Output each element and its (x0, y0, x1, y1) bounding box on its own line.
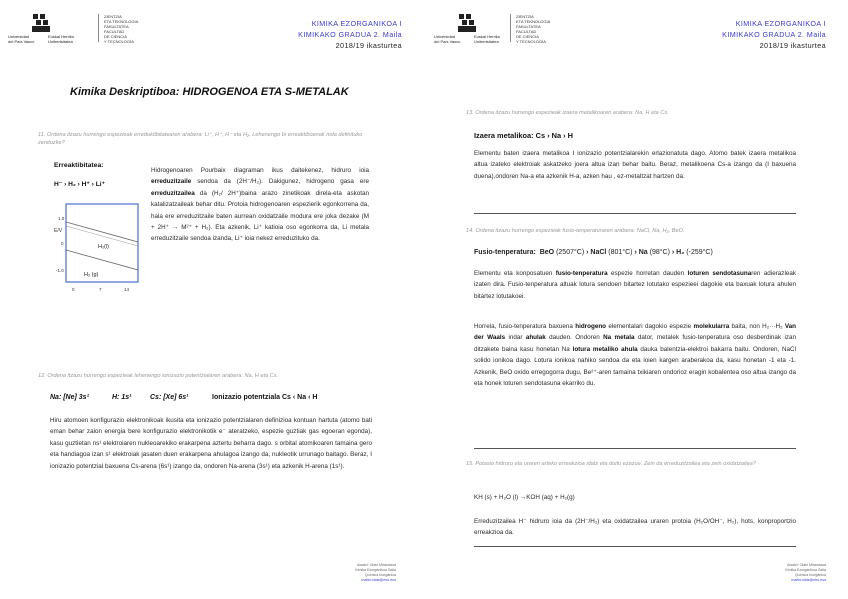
y-axis-label: E/V (54, 228, 63, 234)
right-footer: Aisatzi: Olatz Mirandaua Kimika Ezorganikoa Saila Química Inorgánica mailto:olatz@ehu.eus (785, 563, 826, 582)
y-tick-bottom: -1.0 (56, 268, 64, 273)
config-cs: Cs: [Xe] 6s¹ (150, 394, 189, 401)
x-tick-7: 7 (99, 287, 102, 292)
config-h: H: 1s¹ (112, 394, 132, 401)
question-14: 14. Ordena itzazu hurrengo espezieak fusio-tenperaturaren arabera: NaCl, Na, H₂, BeO. (466, 228, 685, 234)
course-year: 2018/19 ikasturtea (759, 41, 826, 50)
faculty-name: ZIENTZIA ETA TEKNOLOGIA FAKULTATEA FACULTAD DE CIENCIA Y TECNOLOGÍA (516, 14, 551, 44)
university-name: Universidad del País Vasco (8, 34, 35, 44)
course-grade: KIMIKAKO GRADUA 2. Maila (298, 30, 402, 39)
answer-12-text: Hiru atomoen konfigurazio elektronikoak ikusita eta ionizazio potentzialaren definizioa kontuan hartuta (atomo bati eman behar zaion energia bere konfigurazio elektronikotik e⁻ ateratzeko, espezie guztiak gas egoeran egonda), kasu guztietan ns¹ elektroiaren nukleoarekiko erakarpena aztertu beharra dago. s orbital atomikoaren tamaina gero eta handiagoa izan s¹ elektroiak jasaten duen erakarpena ahulagoa izango da, nukleotik urrunago baitago. Beraz, I ionizazio potentzial baxuena Cs-arena (6s¹) izango da, ondoren Na-arena (3s¹) eta azkenik H-arena (1s¹). (50, 417, 372, 470)
answer-15-text: Erreduzitzailea H⁻ hidruro ioia da (2H⁻/H₂) eta oxidatzailea uraren protoia (H₂O/OH⁻, H₂), hots, konproportzio erreakzioa da. (474, 518, 796, 537)
y-tick-mid: 0 (61, 241, 64, 246)
university-name: Universidad del País Vasco (434, 34, 461, 44)
course-header (722, 18, 826, 51)
x-tick-14: 14 (124, 287, 130, 292)
reaction-equation: KH (s) + H₂O (l) →KOH (aq) + H₂(g) (474, 494, 575, 501)
page-title: Kimika Deskriptiboa: HIDROGENOA ETA S-METALAK (70, 86, 349, 98)
metallic-character-order: Izaera metalikoa: Cs › Na › H (474, 131, 573, 140)
reactivity-label: Erreaktibitatea: (54, 162, 104, 169)
header-divider (98, 14, 99, 42)
species-label-bottom: H₂ (g) (84, 272, 99, 278)
university-name-eu: Euskal Herriko Unibertsitatea (48, 34, 75, 44)
fusion-temperature-order: Fusio-tenperatura: BeO (2507°C) › NaCl (801°C) › Na (98°C) › H₂ (-259°C) (474, 249, 713, 256)
left-footer: Aisatzi: Olatz Mirandaua Kimika Ezorganikoa Saila Química Inorgánica mailto:olatz@ehu.eus (355, 563, 396, 582)
y-tick-top: 1.0 (58, 216, 65, 221)
course-title: KIMIKA EZORGANIKOA I (311, 19, 402, 28)
section-divider (474, 213, 796, 214)
question-12: 12. Ordena itzazu hurrengo espezieak lehenengo ionizazio potentzialaren arabera: Na, H eta Cs. (38, 373, 279, 379)
course-header (298, 18, 402, 51)
course-title: KIMIKA EZORGANIKOA I (735, 19, 826, 28)
section-divider (474, 546, 796, 547)
answer-13-text: Elementu baten izaera metalikoa I ionizazio potentzialarekin erlazionatuta dago. Atomo batek izaera metalikoa altua izateko elektroiak askatzeko joera altua izan behar baitu. Beraz, metalikoena Cs-a izango da (I baxuena duena),ondoren Na-a eta azkenik H-a, azken hau , ez-metaltzat hartzen da. (474, 150, 796, 180)
answer-11-text: Hidrogenoaren Pourbaix diagraman ikus daitekenez, hidruro ioia erreduzitzaile sendoa da (2H⁻/H₂). Dakigunez, hidrogeno gasa ere erreduzitzailea da (H₂/ 2H⁺)baina arazo zinetikoak direla-eta askotan katalizatzaileak behar ditu. Protoia hidrogenoaren espezierik egonkorrena da, hala ere erreduzitzaile baten aurrean oxidatzaile modura ere joka dezake (M + 2H⁺ → M²⁺ + H₂). Eta azkenik, Li⁺ katioia oso egonkorra da, Li metala erreduzitzaile sendoa izanda, Li⁺ ioia nekez erreduzituko da. (151, 167, 369, 243)
pourbaix-diagram (52, 200, 142, 296)
course-year: 2018/19 ikasturtea (335, 41, 402, 50)
x-tick-0: 0 (72, 287, 75, 292)
right-page (424, 0, 848, 599)
config-na: Na: [Ne] 3s¹ (50, 394, 89, 401)
section-divider (474, 448, 796, 449)
question-13: 13. Ordena itzazu hurrengo espezieak izaera metalikoaren arabera: Na, H eta Cs. (466, 110, 669, 116)
question-11: 11. Ordena itzazu hurrengo espezieak erreduktibitatearen arabera: Li⁺, H⁺, H⁻ eta H₂. Lehenengo bi erreaktiboenak nola definituko zenituzke? (38, 132, 363, 146)
upv-ehu-logo-icon (456, 13, 478, 33)
species-label-top: H₂(l) (98, 244, 109, 250)
answer-14-text-2: Horrela, fusio-tenperatura baxuena hidrogeno elementalari dagokio espezie molekularra baita, non H₂···H₂ Van der Waals indar ahulak dauden. Ondoren Na metala dator, metalek fusio-tenperatura oso desberdinak izan ditzakete baina kasu honetan Na lotura metaliko ahula dauka balentzia-elektroi bakarra baitu. Ondoren, NaCl solido ionikoa dago. Lotura ionikoa nahiko sendoa da eta ioien kargen araberakoa da, kasu honetan -1 eta -1. Azkenik, BeO oxido erregogorra dugu, Be²⁺-aren tamaina txikiaren ondorioz eragin kobalentea oso altua izango da eta honek loturen sendotasuna ekarriko du. (474, 323, 797, 388)
upv-ehu-logo-icon (30, 13, 52, 33)
university-name-eu: Euskal Herriko Unibertsitatea (474, 34, 501, 44)
question-15: 15. Potasio hidruro eta uraren arteko erreakzioa idatz eta doitu ezazue. Zein da erreduzitzailea eta zein oxidatzailea? (466, 461, 756, 467)
header-divider (510, 14, 511, 42)
faculty-name: ZIENTZIA ETA TEKNOLOGIA FAKULTATEA FACULTAD DE CIENCIA Y TECNOLOGÍA (104, 14, 139, 44)
ionization-order: Ionizazio potentziala Cs ‹ Na ‹ H (212, 394, 318, 401)
reactivity-order: H⁻ › H₂ › H⁺ › Li⁺ (54, 181, 106, 188)
answer-14-text-1: Elementu eta konposatuen fusio-tenperatura espezie horretan dauden loturen sendotasunaren adierazleak izaten dira. Fusio-tenperatura altuak lotura sendoen bitartez lotutako espezieei dagokie eta baxuak lotura ahulen bitartez lotutakoei. (474, 270, 796, 300)
course-grade: KIMIKAKO GRADUA 2. Maila (722, 30, 826, 39)
